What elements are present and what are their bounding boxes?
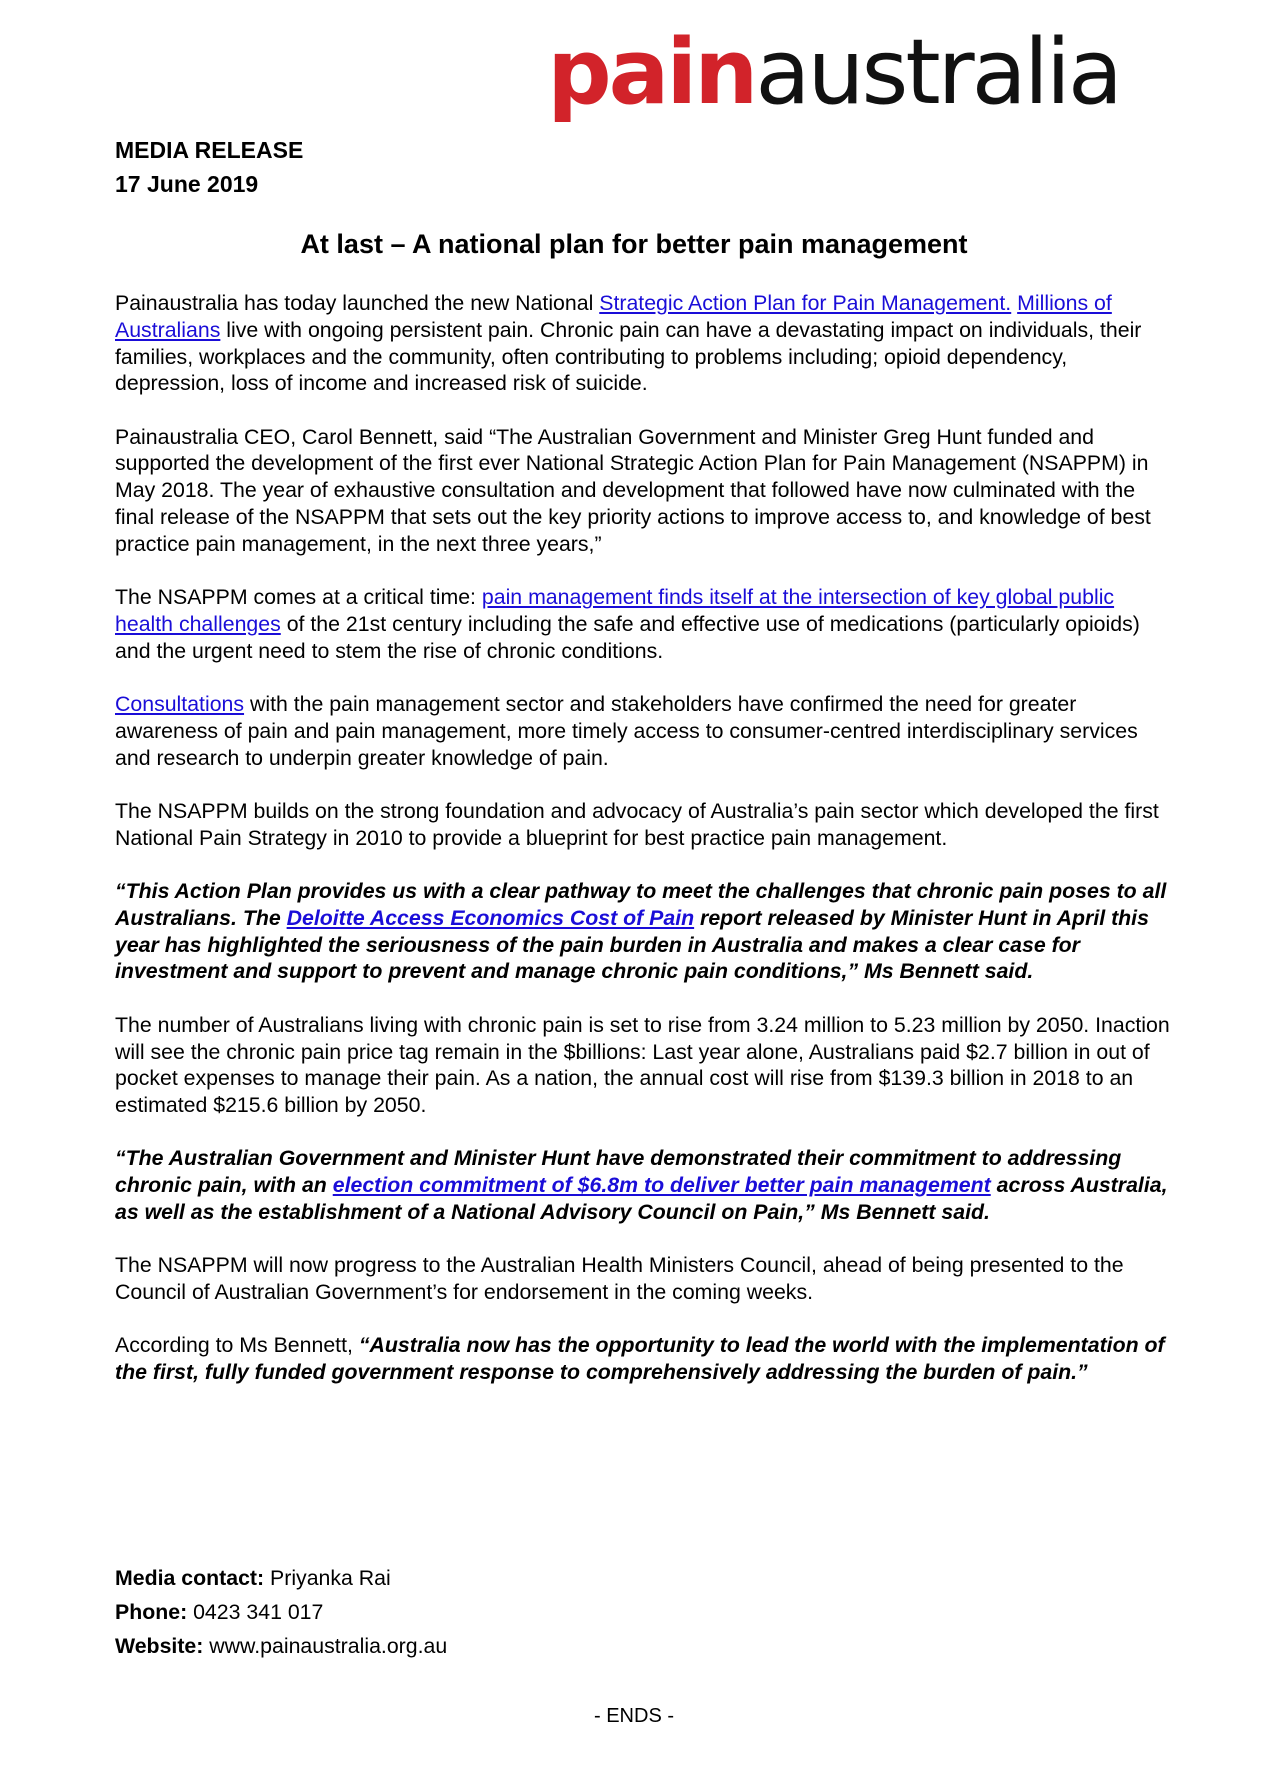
link-strategic-action-plan[interactable]: Strategic Action Plan for Pain Management. — [599, 291, 1012, 315]
website-contact — [115, 1629, 447, 1663]
paragraph-critical-time — [115, 584, 1175, 664]
release-date: 17 June 2019 — [115, 171, 259, 197]
media-contact-label: Media contact: — [115, 1566, 265, 1590]
phone-value: 0423 341 017 — [187, 1600, 324, 1624]
paragraph-next-steps: The NSAPPM will now progress to the Australian Health Ministers Council, ahead of being presented to the Council of Australian Government’s for endorsement in the coming weeks. — [115, 1253, 1124, 1305]
text: live with ongoing persistent pain. Chronic pain can have a devastating impact on individuals, their families, workplaces and the community, often contributing to problems including; opioid dependency, depression, loss of income and increased risk of suicide. — [115, 317, 1142, 396]
quote-election-commitment — [115, 1145, 1175, 1225]
text: The NSAPPM comes at a critical time: — [115, 585, 482, 610]
media-contact — [115, 1561, 447, 1595]
logo-pain: pain — [547, 20, 756, 125]
release-body — [115, 290, 1175, 1413]
closing-quote: “Australia now has the opportunity to lead the world with the implementation of the first, fully funded government response to comprehensively addressing the burden of pain.” — [115, 1333, 1165, 1385]
link-pain-management-intersection[interactable]: pain management finds itself at the intersection of key global public health challenges — [115, 585, 1115, 636]
text: with the pain management sector and stakeholders have confirmed the need for greater awareness of pain and pain management, more timely access to consumer-centred interdisciplinary services and research to underpin greater knowledge of pain. — [115, 692, 1138, 770]
link-millions-of-australians[interactable]: Millions of Australians — [115, 291, 1112, 342]
website-value: www.painaustralia.org.au — [203, 1634, 448, 1658]
text: According to Ms Bennett, — [115, 1333, 359, 1358]
paragraph-statistics: The number of Australians living with chronic pain is set to rise from 3.24 million to 5.23 million by 2050. Inaction will see the chronic pain price tag remain in the $billions: Last year alone, Australians paid $2.7 billion in out of pocket expenses to manage their pain. As a nation, the annual cost will rise from $139.3 billion in 2018 to an estimated $215.6 billion by 2050. — [115, 1012, 1170, 1118]
link-election-commitment[interactable]: election commitment of $6.8m to deliver better pain management — [332, 1173, 991, 1198]
paragraph-intro — [115, 290, 1175, 397]
release-header — [115, 133, 303, 201]
text: “This Action Plan provides us with a clear pathway to meet the challenges that chronic pain poses to all Australians. The — [115, 879, 1167, 930]
paragraph-ceo-statement: Painaustralia CEO, Carol Bennett, said “The Australian Government and Minister Greg Hunt funded and supported the development of the first ever National Strategic Action Plan for Pain Management (NSAPPM) in May 2018. The year of exhaustive consultation and development that followed have now culminated with the final release of the NSAPPM that sets out the key priority actions to improve access to, and knowledge of best practice pain management, in the next three years,” — [115, 424, 1151, 556]
text: Painaustralia has today launched the new National — [115, 291, 600, 315]
media-contact-value: Priyanka Rai — [264, 1566, 391, 1590]
contact-block — [115, 1561, 447, 1663]
paragraph-foundation: The NSAPPM builds on the strong foundation and advocacy of Australia’s pain sector which developed the first National Pain Strategy in 2010 to provide a blueprint for best practice pain management. — [115, 798, 1159, 850]
paragraph-closing-quote — [115, 1332, 1175, 1386]
text: “The Australian Government and Minister Hunt have demonstrated their commitment to addressing chronic pain, with an — [115, 1146, 1122, 1198]
painaustralia-logo — [547, 18, 1120, 128]
link-deloitte-cost-of-pain[interactable]: Deloitte Access Economics Cost of Pain — [286, 905, 695, 930]
phone-contact — [115, 1595, 447, 1629]
text: of the 21st century including the safe and effective use of medications (particularly opioids) and the urgent need to stem the rise of chronic conditions. — [115, 611, 1140, 663]
website-label: Website: — [115, 1634, 204, 1658]
release-label: MEDIA RELEASE — [115, 137, 304, 163]
release-title: At last – A national plan for better pain management — [300, 229, 968, 259]
quote-action-plan — [115, 878, 1175, 985]
logo-australia: australia — [755, 20, 1120, 125]
ends-marker: - ENDS - — [594, 1705, 674, 1727]
text: across Australia, as well as the establishment of a National Advisory Council on Pain,” Ms Bennett said. — [115, 1173, 1168, 1225]
paragraph-consultations — [115, 691, 1175, 771]
link-consultations[interactable]: Consultations — [115, 692, 245, 717]
phone-label: Phone: — [115, 1600, 188, 1624]
text: report released by Minister Hunt in April this year has highlighted the seriousness of the pain burden in Australia and makes a clear case for investment and support to prevent and manage chronic pain conditions,” Ms Bennett said. — [115, 905, 1149, 984]
